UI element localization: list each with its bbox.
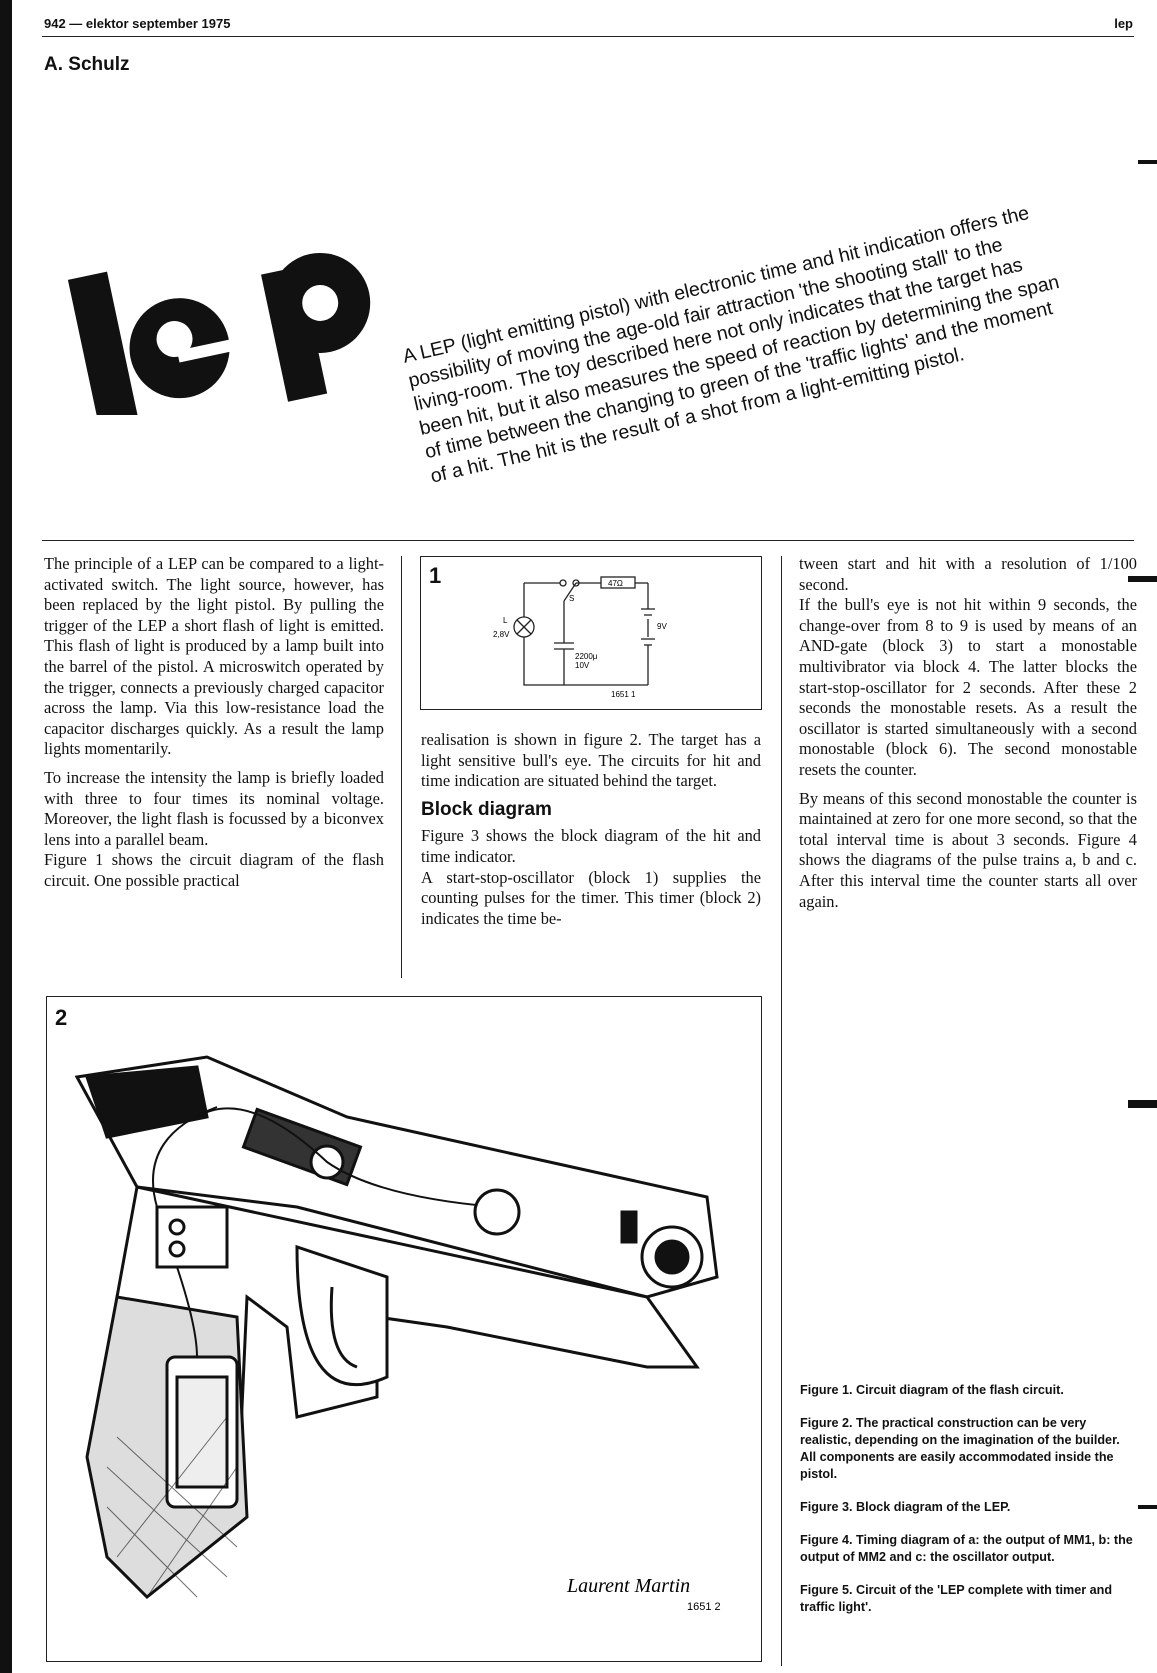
pistol-drawing [47, 997, 761, 1661]
illustrator-signature: Laurent Martin [567, 1575, 691, 1597]
caption-figure-3: Figure 3. Block diagram of the LEP. [800, 1500, 1011, 1514]
column-1 [44, 554, 384, 900]
paragraph: Figure 3 shows the block diagram of the hit and time indicator. [421, 826, 761, 866]
paragraph: The principle of a LEP can be compared to a light-activated switch. The light source, however, has been replaced by the light pistol. By pulling the trigger of the LEP a short flash of light is emitted. This flash of light is produced by a lamp built into the barrel of the pistol. A microswitch operated by the trigger, connects a previously charged capacitor across the lamp. Via this low-resistance load the capacitor discharges quickly. As a result the lamp lights momentarily. [44, 554, 384, 759]
column-separator [781, 556, 782, 1666]
capacitor-voltage-label: 10V [575, 661, 590, 670]
switch-label: S [569, 594, 575, 603]
author-name: A. Schulz [44, 54, 130, 75]
paragraph: By means of this second monostable the counter is maintained at zero for one more second, so that the total interval time is about 3 seconds. Figure 4 shows the diagrams of the pulse trains a, b and c. After this interval time the counter starts all over again. [799, 788, 1137, 911]
lep-logo [60, 225, 420, 415]
column-2 [421, 730, 761, 937]
margin-mark [1138, 160, 1157, 164]
section-heading: Block diagram [421, 798, 552, 820]
figure-code: 1651 2 [687, 1601, 721, 1613]
figure-1-circuit [420, 556, 762, 710]
margin-mark [1138, 1505, 1157, 1509]
running-header-right: lep [1114, 16, 1133, 31]
resistor-label: 47Ω [608, 579, 623, 588]
lamp-label: L [503, 616, 508, 625]
figure-number: 2 [55, 1005, 68, 1030]
section-rule [42, 540, 1134, 541]
header-rule [42, 36, 1134, 37]
paragraph: A start-stop-oscillator (block 1) supplies the counting pulses for the timer. This timer (block 2) indicates the time be- [421, 867, 761, 928]
paragraph: Figure 1 shows the circuit diagram of the flash circuit. One possible practical [44, 850, 384, 890]
capacitor-label: 2200μ [575, 652, 598, 661]
caption-figure-1: Figure 1. Circuit diagram of the flash circuit. [800, 1383, 1064, 1397]
page-edge-bar [0, 0, 12, 1673]
paragraph: If the bull's eye is not hit within 9 seconds, the change-over from 8 to 9 is used by means of an AND-gate (block 3) to start a monostable multivibrator via block 4. The latter blocks the start-stop-oscillator for 2 seconds. After these 2 seconds the monostable resets. As a result the oscillator is started simultaneously with a second monostable (block 6). The second monostable resets the counter. [799, 595, 1137, 779]
paragraph: To increase the intensity the lamp is briefly loaded with three to four times its nominal voltage. Moreover, the light flash is focussed by a biconvex lens into a parallel beam. [44, 767, 384, 849]
lamp-voltage-label: 2,8V [493, 630, 510, 639]
column-separator [401, 556, 402, 978]
running-header-left: 942 — elektor september 1975 [44, 16, 231, 31]
figure-number: 1 [429, 563, 442, 588]
intro-text: A LEP (light emitting pistol) with electronic time and hit indication offers the possibility of moving the age-old fair attraction 'the shooting stall' to the living-room. The toy described here not only indicates that the target has been hit, but it also measures the speed of reaction by determining the span of time between the changing to green of the 'traffic lights' and the moment of a hit. The hit is the result of a shot from a light-emitting pistol. [400, 201, 1062, 488]
paragraph: tween start and hit with a resolution of 1/100 second. [799, 554, 1137, 594]
caption-figure-5: Figure 5. Circuit of the 'LEP complete with timer and traffic light'. [800, 1583, 1113, 1614]
battery-label: 9V [657, 622, 667, 631]
caption-figure-2: Figure 2. The practical construction can be very realistic, depending on the imagination of the builder. All components are easily accommodated inside the pistol. [800, 1416, 1120, 1481]
figure-code: 1651 1 [611, 690, 636, 699]
margin-mark [1128, 1100, 1157, 1108]
column-3 [799, 554, 1137, 920]
figure-2-pistol-illustration [46, 996, 762, 1662]
figure-captions [800, 1382, 1134, 1632]
logo-letter-l [68, 272, 138, 415]
caption-figure-4: Figure 4. Timing diagram of a: the output of MM1, b: the output of MM2 and c: the oscillator output. [800, 1533, 1133, 1564]
circuit-diagram [421, 557, 761, 709]
paragraph: realisation is shown in figure 2. The target has a light sensitive bull's eye. The circuits for hit and time indication are situated behind the target. [421, 730, 761, 791]
